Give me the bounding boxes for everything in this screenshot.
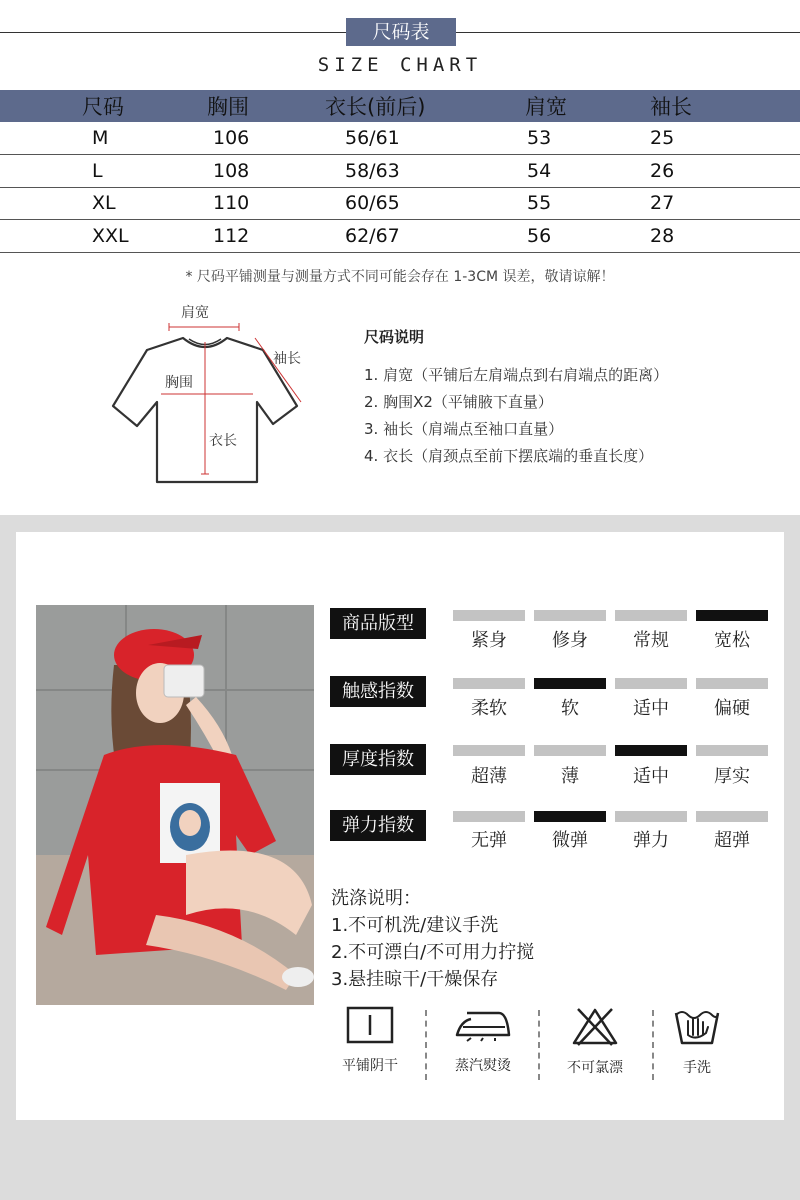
fit-option: 修身 bbox=[552, 630, 588, 651]
softness-bar-2 bbox=[615, 678, 687, 689]
elasticity-bar-1 bbox=[534, 811, 606, 822]
header-divider-right bbox=[456, 32, 800, 33]
care-divider bbox=[425, 1010, 427, 1080]
table-cell: 60/65 bbox=[325, 187, 525, 220]
elasticity-bar-2 bbox=[615, 811, 687, 822]
softness-option: 软 bbox=[561, 698, 579, 719]
care-flat-dry bbox=[315, 1005, 425, 1085]
thickness-bar-3 bbox=[696, 745, 768, 756]
table-cell: 110 bbox=[205, 187, 325, 220]
table-cell: 28 bbox=[650, 220, 800, 253]
flat-dry-icon bbox=[345, 1005, 395, 1045]
hand-wash-icon bbox=[672, 1005, 722, 1047]
column-header: 尺码 bbox=[0, 90, 205, 122]
table-cell: 108 bbox=[205, 155, 325, 188]
fit-option: 紧身 bbox=[471, 630, 507, 651]
tshirt-outline-icon bbox=[105, 298, 315, 488]
size-table bbox=[0, 90, 800, 253]
column-header: 衣长(前后) bbox=[325, 90, 525, 122]
softness-option: 柔软 bbox=[471, 698, 507, 719]
table-row bbox=[0, 220, 800, 253]
softness-bar-0 bbox=[453, 678, 525, 689]
chest-label: 胸围 bbox=[165, 375, 193, 391]
column-header: 胸围 bbox=[205, 90, 325, 122]
column-header: 肩宽 bbox=[525, 90, 650, 122]
fit-label: 商品版型 bbox=[330, 608, 426, 639]
thickness-option: 超薄 bbox=[471, 766, 507, 787]
fit-option: 常规 bbox=[633, 630, 669, 651]
list-item: 1. 肩宽（平铺后左肩端点到右肩端点的距离） bbox=[364, 366, 669, 384]
care-label: 手洗 bbox=[683, 1060, 711, 1076]
table-cell: 27 bbox=[650, 187, 800, 220]
table-cell: L bbox=[0, 155, 205, 188]
shoulder-label: 肩宽 bbox=[181, 305, 209, 321]
washing-item: 3.悬挂晾干/干燥保存 bbox=[331, 969, 499, 990]
thickness-option: 厚实 bbox=[714, 766, 750, 787]
table-cell: 54 bbox=[525, 155, 650, 188]
table-cell: XL bbox=[0, 187, 205, 220]
size-table-header bbox=[0, 90, 800, 122]
size-chart-title: 尺码表 bbox=[346, 18, 456, 46]
washing-item: 1.不可机洗/建议手洗 bbox=[331, 915, 499, 936]
header-divider-left bbox=[0, 32, 346, 33]
table-cell: 62/67 bbox=[325, 220, 525, 253]
fit-bar-0 bbox=[453, 610, 525, 621]
washing-title: 洗涤说明： bbox=[331, 888, 421, 909]
thickness-option: 适中 bbox=[633, 766, 669, 787]
table-cell: M bbox=[0, 122, 205, 155]
list-item: 3. 袖长（肩端点至袖口直量） bbox=[364, 420, 564, 438]
sleeve-label: 袖长 bbox=[273, 351, 301, 367]
washing-item: 2.不可漂白/不可用力拧搅 bbox=[331, 942, 535, 963]
care-no-bleach bbox=[540, 1005, 650, 1085]
table-cell: 53 bbox=[525, 122, 650, 155]
softness-option: 适中 bbox=[633, 698, 669, 719]
table-cell: 26 bbox=[650, 155, 800, 188]
table-cell: 56/61 bbox=[325, 122, 525, 155]
fit-bar-3 bbox=[696, 610, 768, 621]
table-cell: 106 bbox=[205, 122, 325, 155]
list-item: 2. 胸围X2（平铺腋下直量） bbox=[364, 393, 553, 411]
size-explain-list bbox=[364, 362, 668, 470]
model-photo-icon bbox=[36, 605, 314, 1005]
softness-option: 偏硬 bbox=[714, 698, 750, 719]
no-bleach-icon bbox=[570, 1005, 620, 1047]
table-cell: 58/63 bbox=[325, 155, 525, 188]
table-cell: 55 bbox=[525, 187, 650, 220]
size-chart-subtitle: SIZE CHART bbox=[317, 54, 483, 76]
elasticity-option: 弹力 bbox=[633, 830, 669, 851]
care-steam-iron bbox=[428, 1005, 538, 1085]
thickness-bar-0 bbox=[453, 745, 525, 756]
care-label: 蒸汽熨烫 bbox=[455, 1058, 511, 1074]
steam-iron-icon bbox=[453, 1005, 513, 1045]
tshirt-measure-diagram bbox=[105, 298, 315, 488]
table-row bbox=[0, 122, 800, 155]
measurement-note: * 尺码平铺测量与测量方式不同可能会存在 1-3CM 误差，敬请谅解！ bbox=[185, 269, 615, 285]
table-cell: 112 bbox=[205, 220, 325, 253]
elasticity-bar-0 bbox=[453, 811, 525, 822]
softness-bar-3 bbox=[696, 678, 768, 689]
softness-label: 触感指数 bbox=[330, 676, 426, 707]
table-row bbox=[0, 155, 800, 188]
list-item: 4. 衣长（肩颈点至前下摆底端的垂直长度） bbox=[364, 447, 654, 465]
size-explain-title: 尺码说明 bbox=[364, 328, 425, 346]
length-label: 衣长 bbox=[209, 433, 237, 449]
elasticity-bar-3 bbox=[696, 811, 768, 822]
product-photo bbox=[36, 605, 314, 1005]
elasticity-label: 弹力指数 bbox=[330, 810, 426, 841]
fit-option: 宽松 bbox=[714, 630, 750, 651]
table-row bbox=[0, 187, 800, 220]
thickness-option: 薄 bbox=[561, 766, 579, 787]
thickness-bar-1 bbox=[534, 745, 606, 756]
thickness-label: 厚度指数 bbox=[330, 744, 426, 775]
care-hand-wash bbox=[642, 1005, 752, 1085]
elasticity-option: 无弹 bbox=[471, 830, 507, 851]
softness-bar-1 bbox=[534, 678, 606, 689]
fit-bar-2 bbox=[615, 610, 687, 621]
column-header: 袖长 bbox=[650, 90, 800, 122]
elasticity-option: 超弹 bbox=[714, 830, 750, 851]
elasticity-option: 微弹 bbox=[552, 830, 588, 851]
table-cell: XXL bbox=[0, 220, 205, 253]
care-label: 平铺阴干 bbox=[342, 1058, 398, 1074]
table-cell: 25 bbox=[650, 122, 800, 155]
thickness-bar-2 bbox=[615, 745, 687, 756]
table-cell: 56 bbox=[525, 220, 650, 253]
fit-bar-1 bbox=[534, 610, 606, 621]
care-label: 不可氯漂 bbox=[567, 1060, 623, 1076]
